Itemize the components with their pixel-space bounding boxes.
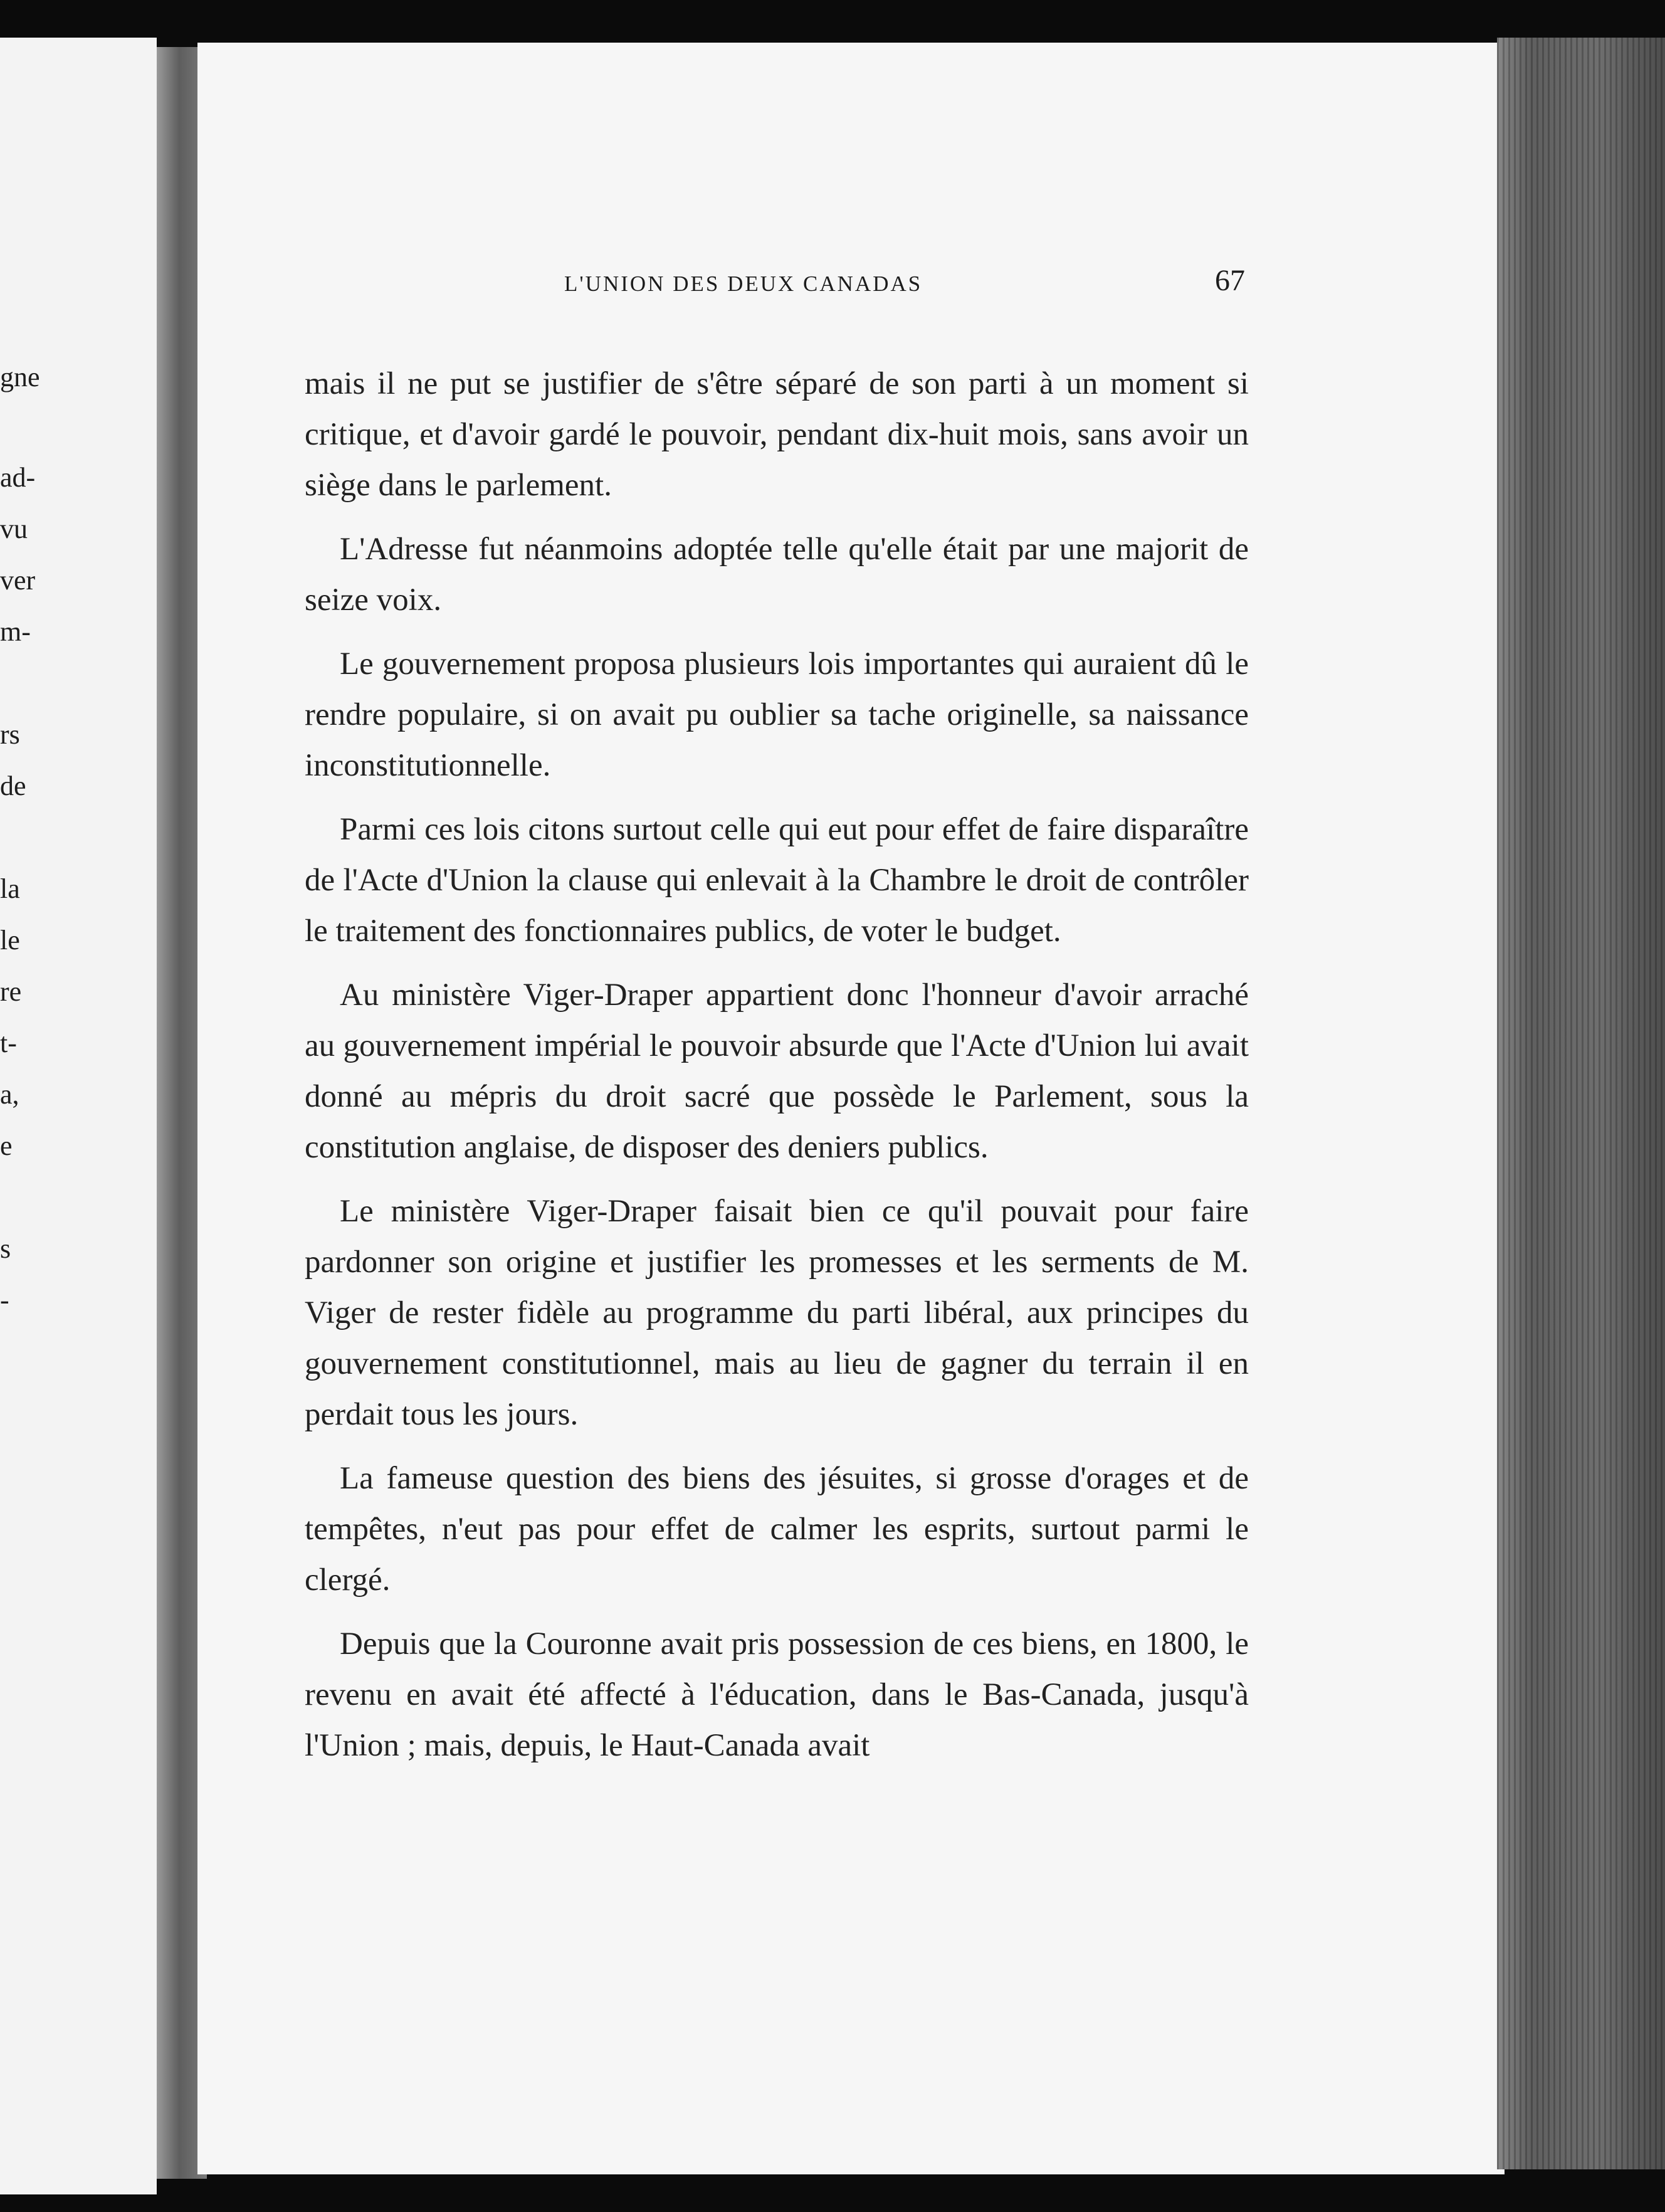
left-page-fragment: vu <box>0 514 28 544</box>
left-page-fragment: de <box>0 771 26 801</box>
paragraph: Le ministère Viger-Draper faisait bien ce qu'il pouvait pour faire pardonner son origine et justifier les promesses et les serments de M. Viger de rester fidèle au programme du parti libéral, aux principes du gouvernement constitutionnel, mais au lieu de gagner du terrain il en perdait tous les jours. <box>305 1194 1249 1432</box>
left-page-fragment: e <box>0 1130 13 1161</box>
left-page-fragment: - <box>0 1285 9 1315</box>
running-head: L'UNION DES DEUX CANADAS <box>564 271 923 296</box>
paragraph: mais il ne put se justifier de s'être séparé de son parti à un moment si critique, et d'avoir gardé le pouvoir, pendant dix-huit mois, sans avoir un siège dans le parlement. <box>305 366 1249 503</box>
paragraph: Le gouvernement proposa plusieurs lois importantes qui auraient dû le rendre populaire, si on avait pu oublier sa tache originelle, sa naissance inconstitutionnelle. <box>305 646 1249 783</box>
left-page-fragment: gne <box>0 362 40 392</box>
left-page-fragment: re <box>0 976 22 1007</box>
left-page-fragment: ver <box>0 565 36 596</box>
paragraph: Parmi ces lois citons surtout celle qui eut pour effet de faire disparaître de l'Acte d'Union la clause qui enlevait à la Chambre le droit de contrôler le traitement des fonctionnaires publics, de voter le budget. <box>305 812 1249 949</box>
left-page-fragment: ad- <box>0 462 36 493</box>
paragraph: Depuis que la Couronne avait pris possession de ces biens, en 1800, le revenu en avait été affecté à l'éducation, dans le Bas-Canada, jusqu'à l'Union ; mais, depuis, le Haut-Canada avait <box>305 1626 1249 1763</box>
paragraph: Au ministère Viger-Draper appartient donc l'honneur d'avoir arraché au gouvernement impérial le pouvoir absurde que l'Acte d'Union lui avait donné au mépris du droit sacré que possède le Parlement, sous la constitution anglaise, de disposer des deniers publics. <box>305 977 1249 1165</box>
facing-page-left <box>0 38 157 2194</box>
body-text <box>305 359 1249 1784</box>
left-page-fragment: la <box>0 873 20 904</box>
book-page-edges <box>1497 38 1665 2169</box>
left-page-fragment: le <box>0 925 20 956</box>
page-number: 67 <box>1215 264 1245 297</box>
left-page-fragment: m- <box>0 616 31 647</box>
paragraph: L'Adresse fut néanmoins adoptée telle qu'elle était par une majorit de seize voix. <box>305 532 1249 618</box>
left-page-fragment: rs <box>0 719 20 750</box>
left-page-fragment: t- <box>0 1028 17 1058</box>
left-page-fragment: s <box>0 1233 11 1264</box>
left-page-fragment: a, <box>0 1079 19 1110</box>
paragraph: La fameuse question des biens des jésuites, si grosse d'orages et de tempêtes, n'eut pas pour effet de calmer les esprits, surtout parmi le clergé. <box>305 1461 1249 1598</box>
